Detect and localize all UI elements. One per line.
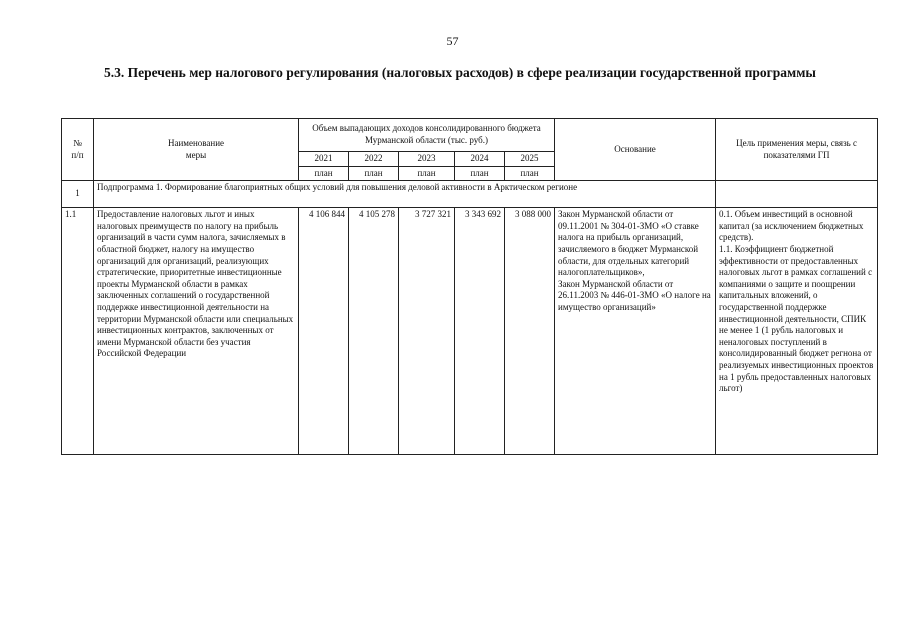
row-value-2025: 3 088 000 (505, 208, 555, 455)
row-basis: Закон Мурманской области от 09.11.2001 № 304-01-ЗМО «О ставке налога на прибыль организаций, зачисляемого в бюджет Мурманской области, для отдельных категорий налогоплательщиков», Закон Мурманской области от 26.11.2003 № 446-01-ЗМО «О налоге на имущество организаций» (555, 208, 716, 455)
document-title: 5.3. Перечень мер налогового регулирования (налоговых расходов) в сфере реализации государственной программы (104, 65, 816, 80)
header-year: 2024 (455, 152, 505, 167)
header-plan: план (505, 166, 555, 181)
subprogram-row (62, 181, 878, 208)
subprogram-num: 1 (62, 181, 94, 208)
page-number: 57 (446, 34, 459, 48)
header-num: № п/п (62, 119, 94, 181)
table-header-row (62, 119, 878, 152)
header-plan: план (299, 166, 349, 181)
header-basis: Основание (555, 119, 716, 181)
header-year: 2022 (349, 152, 399, 167)
table-row (62, 208, 878, 455)
row-value-2022: 4 105 278 (349, 208, 399, 455)
row-num: 1.1 (62, 208, 94, 455)
header-name: Наименование меры (94, 119, 299, 181)
header-plan: план (455, 166, 505, 181)
header-plan: план (349, 166, 399, 181)
row-value-2024: 3 343 692 (455, 208, 505, 455)
header-year: 2021 (299, 152, 349, 167)
header-year: 2025 (505, 152, 555, 167)
header-year: 2023 (399, 152, 455, 167)
header-plan: план (399, 166, 455, 181)
tax-measures-table (61, 118, 878, 455)
header-goal: Цель применения меры, связь с показателями ГП (716, 119, 878, 181)
subprogram-title: Подпрограмма 1. Формирование благоприятных общих условий для повышения деловой активности в Арктическом регионе (94, 181, 716, 208)
row-value-2023: 3 727 321 (399, 208, 455, 455)
row-goal: 0.1. Объем инвестиций в основной капитал (за исключением бюджетных средств). 1.1. Коэффициент бюджетной эффективности от предоставленных налоговых льгот в рамках соглашений с компаниями о защите и поощрении капитальных вложений, о государственной поддержке инвестиционной деятельности, СПИК не менее 1 (1 рубль налоговых и неналоговых поступлений в консолидированный бюджет регнона от реализуемых инвестиционных проектов на 1 рубль предоставленных налоговых льгот) (716, 208, 878, 455)
subprogram-goal-empty (716, 181, 878, 208)
header-volume: Объем выпадающих доходов консолидированного бюджета Мурманской области (тыс. руб.) (299, 119, 555, 152)
row-measure-name: Предоставление налоговых льгот и иных налоговых преимуществ по налогу на прибыль организаций в части сумм налога, зачисляемых в областной бюджет, налогу на имущество организаций для организаций, реализующих стратегические, приоритетные инвестиционные проекты Мурманской области в рамках заключенных соглашений о государственной поддержке инвестиционной деятельности на территории Мурманской области или специальных инвестиционных контрактов, заключенных от имени Мурманской области без участия Российской Федерации (94, 208, 299, 455)
row-value-2021: 4 106 844 (299, 208, 349, 455)
